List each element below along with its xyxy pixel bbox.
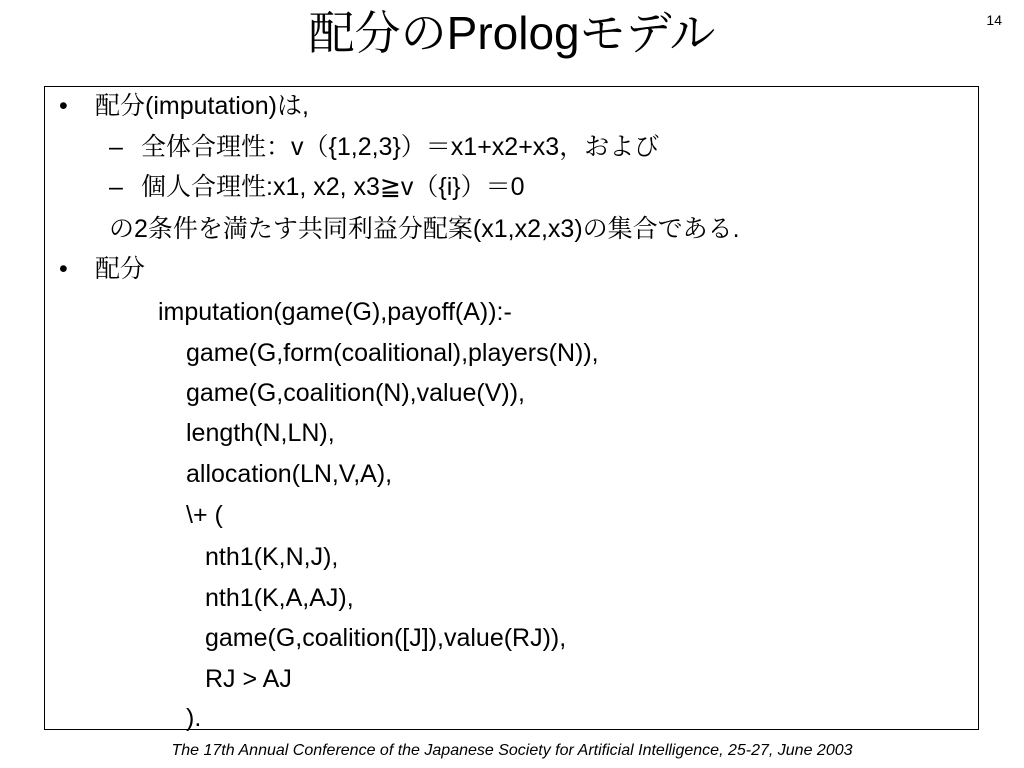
sub-bullet-marker: –	[109, 133, 123, 161]
conference-footer: The 17th Annual Conference of the Japanese Society for Artificial Intelligence, 25-27, June 2003	[171, 742, 853, 759]
code-line: allocation(LN,V,A),	[186, 460, 393, 488]
code-line: game(G,coalition([J]),value(RJ)),	[205, 624, 567, 652]
code-line: game(G,form(coalitional),players(N)),	[186, 339, 599, 367]
code-line: \+ (	[186, 501, 223, 529]
code-line: ).	[186, 704, 202, 732]
sub-item-individual-rationality: 個人合理性:x1, x2, x3≧v（{i}）＝0	[141, 173, 525, 201]
bullet-allocation-text: 配分	[95, 255, 146, 283]
sub-item-group-rationality: 全体合理性：v（{1,2,3}）＝x1+x2+x3，および	[141, 133, 660, 161]
code-line: nth1(K,A,AJ),	[205, 584, 354, 612]
code-line: nth1(K,N,J),	[205, 543, 339, 571]
slide-number: 14	[986, 12, 1002, 28]
content-box	[44, 86, 979, 730]
bullet-marker: •	[59, 255, 68, 283]
bullet-marker: •	[59, 92, 68, 120]
code-line: length(N,LN),	[186, 419, 335, 447]
slide-title: 配分のPrologモデル	[308, 7, 716, 59]
code-line: game(G,coalition(N),value(V)),	[186, 379, 525, 407]
code-line: RJ > AJ	[205, 665, 292, 693]
sub-bullet-marker: –	[109, 173, 123, 201]
definition-continuation: の2条件を満たす共同利益分配案(x1,x2,x3)の集合である.	[109, 215, 740, 243]
bullet-imputation-text: 配分(imputation)は,	[95, 92, 309, 120]
code-line: imputation(game(G),payoff(A)):-	[158, 298, 512, 326]
